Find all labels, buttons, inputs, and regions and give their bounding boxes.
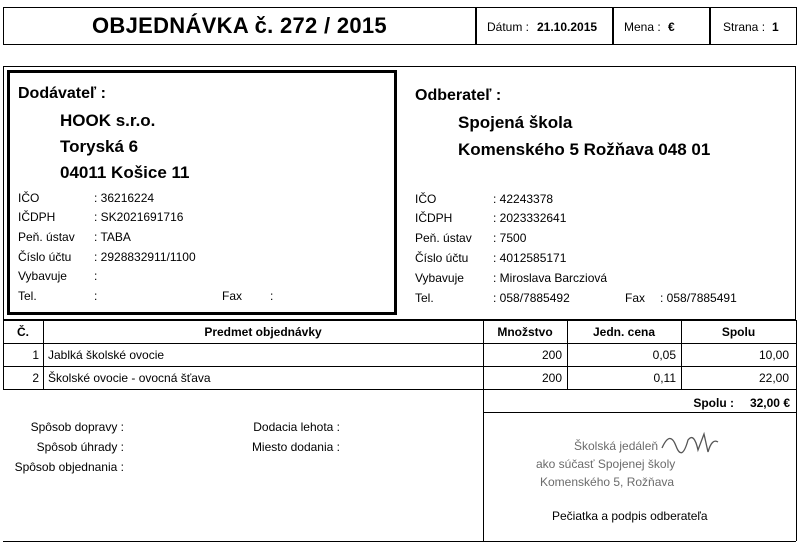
page-value: 1 <box>772 20 779 34</box>
stamp-line-1: Školská jedáleň <box>574 439 659 453</box>
supplier-tel-value: : <box>94 289 98 303</box>
row2-item: Školské ovocie - ovocná šťava <box>48 371 211 385</box>
table-row2-bottom-line <box>3 389 796 390</box>
shipping-method-label: Spôsob dopravy : <box>30 420 124 434</box>
customer-fax-value: : 058/7885491 <box>660 291 737 305</box>
currency-label: Mena : <box>624 20 661 34</box>
page-title: OBJEDNÁVKA č. 272 / 2015 <box>92 13 387 38</box>
stamp-line-2: ako súčasť Spojenej školy <box>536 457 676 471</box>
date-label: Dátum : <box>487 20 530 34</box>
customer-ico-value: : 42243378 <box>493 192 554 206</box>
signature-scribble <box>660 428 720 458</box>
currency-value: € <box>668 20 675 34</box>
supplier-name: HOOK s.r.o. <box>60 111 156 130</box>
delivery-place-label: Miesto dodania : <box>251 440 340 454</box>
customer-contact-value: : Miroslava Barcziová <box>493 271 608 285</box>
order-method-label: Spôsob objednania : <box>14 460 124 474</box>
supplier-heading: Dodávateľ : <box>18 85 106 102</box>
table-right-border <box>796 320 797 541</box>
supplier-contact-label: Vybavuje <box>18 269 67 283</box>
table-row1-bottom-line <box>3 366 796 367</box>
page-label: Strana : <box>723 20 766 34</box>
customer-bank-label: Peň. ústav <box>415 231 472 245</box>
row1-item: Jablká školské ovocie <box>48 348 165 362</box>
supplier-fax-value: : <box>270 289 274 303</box>
sum-value: 32,00 € <box>749 396 790 410</box>
row2-qty: 200 <box>541 371 562 385</box>
row1-no: 1 <box>32 348 39 362</box>
customer-bank-value: : 7500 <box>493 231 527 245</box>
footer-bottom-line <box>3 541 796 542</box>
col-header-qty: Množstvo <box>497 325 553 339</box>
table-top-line <box>3 320 796 321</box>
supplier-bank-label: Peň. ústav <box>18 230 75 244</box>
customer-contact-label: Vybavuje <box>415 271 464 285</box>
delivery-term-label: Dodacia lehota : <box>253 420 340 434</box>
supplier-icdph-value: : SK2021691716 <box>94 210 184 224</box>
customer-icdph-value: : 2023332641 <box>493 211 567 225</box>
row2-price: 0,11 <box>653 371 676 385</box>
row1-price: 0,05 <box>652 348 676 362</box>
col-header-item: Predmet objednávky <box>204 325 322 339</box>
supplier-ico-value: : 36216224 <box>94 191 155 205</box>
customer-heading: Odberateľ : <box>415 87 502 104</box>
customer-address: Komenského 5 Rožňava 048 01 <box>458 140 711 159</box>
customer-tel-label: Tel. <box>415 291 434 305</box>
customer-account-value: : 4012585171 <box>493 251 567 265</box>
payment-method-label: Spôsob úhrady : <box>36 440 124 454</box>
stamp-line-3: Komenského 5, Rožňava <box>540 475 675 489</box>
signature-caption: Pečiatka a podpis odberateľa <box>552 509 708 523</box>
row2-total: 22,00 <box>758 371 789 385</box>
supplier-icdph-label: IČDPH <box>18 210 56 224</box>
col-header-total: Spolu <box>721 325 756 339</box>
supplier-city: 04011 Košice 11 <box>60 163 190 182</box>
customer-icdph-label: IČDPH <box>415 211 453 225</box>
col-header-no: Č. <box>17 325 29 339</box>
supplier-fax-label: Fax <box>222 289 243 303</box>
row2-no: 2 <box>32 371 39 385</box>
col-header-price: Jedn. cena <box>592 325 656 339</box>
supplier-account-label: Číslo účtu <box>18 250 72 264</box>
supplier-ico-label: IČO <box>18 191 40 205</box>
customer-name: Spojená škola <box>458 113 573 132</box>
row1-total: 10,00 <box>758 348 789 362</box>
table-sum-bottom-line <box>483 412 796 413</box>
customer-account-label: Číslo účtu <box>415 251 469 265</box>
customer-fax-label: Fax <box>625 291 646 305</box>
customer-ico-label: IČO <box>415 192 437 206</box>
supplier-account-value: : 2928832911/1100 <box>94 250 196 264</box>
row1-qty: 200 <box>541 348 562 362</box>
supplier-contact-value: : <box>94 269 98 283</box>
table-header-bottom-line <box>3 343 796 344</box>
customer-tel-value: : 058/7885492 <box>493 291 570 305</box>
date-value: 21.10.2015 <box>537 20 598 34</box>
sum-label: Spolu : <box>693 396 734 410</box>
supplier-bank-value: : TABA <box>94 230 131 244</box>
supplier-street: Toryská 6 <box>60 137 139 156</box>
supplier-tel-label: Tel. <box>18 289 37 303</box>
